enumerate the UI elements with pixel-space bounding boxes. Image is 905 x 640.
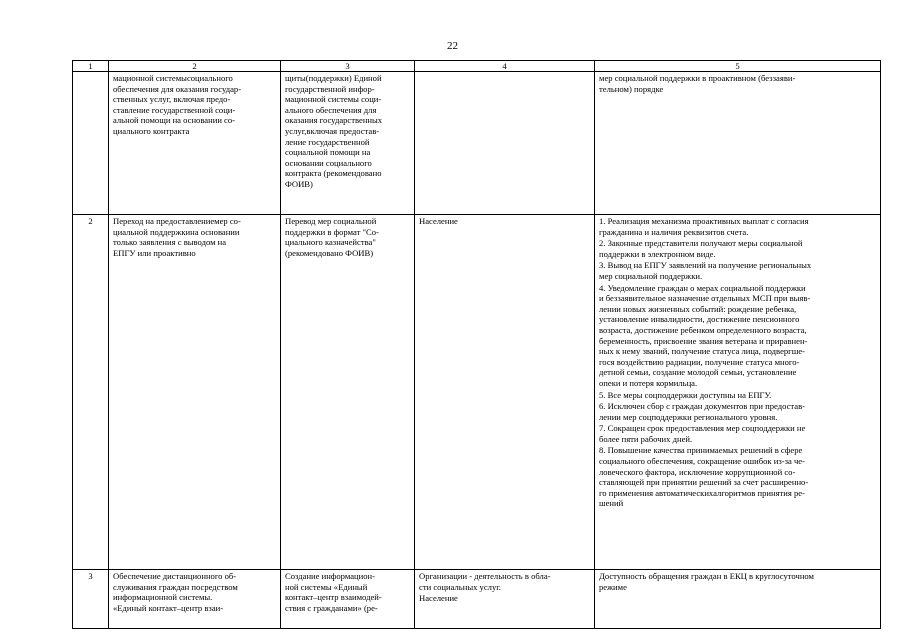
action-text: щиты(поддержки) Единой государственной инфор- мационной системы соци- ального обеспечения для оказания государственных услуг,включая предостав- ление государственной социальной помощи на основании социального контракта (рекомендовано ФОИВ) <box>285 73 383 189</box>
result-item: 6. Исключен сбор с граждан документов при предостав- лении мер соцподдержки регионального уровня. <box>599 401 805 422</box>
result-item: 3. Вывод на ЕПГУ заявлений на получение региональных мер социальной поддержки. <box>599 260 812 281</box>
measure-text: мационной системысоциального обеспечения для оказания государ- ственных услуг, включая предо- ставление государственной соци- альной помощи на основании со- циального контракта <box>113 73 242 136</box>
table-row <box>73 570 881 629</box>
row-number: 2 <box>73 215 109 570</box>
result-cell <box>595 570 881 629</box>
table-row <box>73 72 881 215</box>
result-item: 5. Все меры соцподдержки доступны на ЕПГУ. <box>599 389 772 400</box>
target-group-text: Население <box>419 216 458 226</box>
measure-cell <box>109 215 281 570</box>
result-cell <box>595 215 881 570</box>
header-col-1: 1 <box>73 61 109 72</box>
measure-text: Переход на предоставлениемер со- циальной поддержкина основании только заявления с выводом на ЕПГУ или проактивно <box>113 216 241 258</box>
result-text: мер социальной поддержки в проактивном (беззаяви- тельном) порядке <box>599 73 796 94</box>
target-group-item: Население <box>419 593 458 604</box>
result-item: 4. Уведомление граждан о мерах социальной поддержки и беззаявительное назначение отдельных МСП при выяв- лении новых жизненных событий: рождение ребенка, установление инвалидности, достижение пенсионного возраста, достижение ребенком определенного возраста, беремeнность, присвоение звания ветерана и приравнен- ных к нему званий, получение статуса лица, подвергше- гося воздействию радиации, получение статуса много- детной семьи, создание молодой семьи, установление опеки и потеря кормильца. <box>599 282 811 388</box>
action-cell <box>281 72 415 215</box>
result-item: 2. Законные представители получают меры социальной поддержки в электронном виде. <box>599 238 803 259</box>
row-number: 3 <box>73 570 109 629</box>
result-item: 7. Сокращен срок предоставления мер соцподдержки не более пяти рабочих дней. <box>599 423 806 444</box>
action-text: Создание информацион- ной системы «Единый контакт–центр взаимодей- ствия с гражданами» (ре- <box>285 571 382 613</box>
result-item: 8. Повышение качества принимаемых решений в сфере социального обеспечения, сокращение ошибок из-за че- ловеческого фактора, исключение коррупционной со- ставляющей при принятии решений за счет расширенно- го применения автоматическихалгоритмов принятия ре- шений <box>599 445 809 509</box>
target-group-cell <box>415 570 595 629</box>
measure-text: Обеспечение дистанционного об- служивания граждан посредством информационной системы. «Единый контакт–центр взаи- <box>113 571 238 613</box>
measure-cell <box>109 570 281 629</box>
action-cell <box>281 570 415 629</box>
result-item: 1. Реализация механизма проактивных выплат с согласия гражданина и наличия реквизитов счета. <box>599 216 809 237</box>
header-col-5: 5 <box>595 61 881 72</box>
action-text: Перевод мер социальной поддержки в формат "Со- циального казначейства" (рекомендовано ФОИВ) <box>285 216 379 258</box>
table-header-row <box>73 61 881 72</box>
target-group-cell <box>415 72 595 215</box>
measure-cell <box>109 72 281 215</box>
measures-table <box>72 60 881 629</box>
target-group-cell <box>415 215 595 570</box>
row-number <box>73 72 109 215</box>
header-col-2: 2 <box>109 61 281 72</box>
target-group-item: Организации - деятельность в обла- сти социальных услуг. <box>419 571 551 592</box>
header-col-3: 3 <box>281 61 415 72</box>
result-cell <box>595 72 881 215</box>
header-col-4: 4 <box>415 61 595 72</box>
page-number: 22 <box>447 40 458 52</box>
table-row <box>73 215 881 570</box>
action-cell <box>281 215 415 570</box>
result-text: Доступность обращения граждан в ЕКЦ в круглосуточном режиме <box>599 571 814 592</box>
